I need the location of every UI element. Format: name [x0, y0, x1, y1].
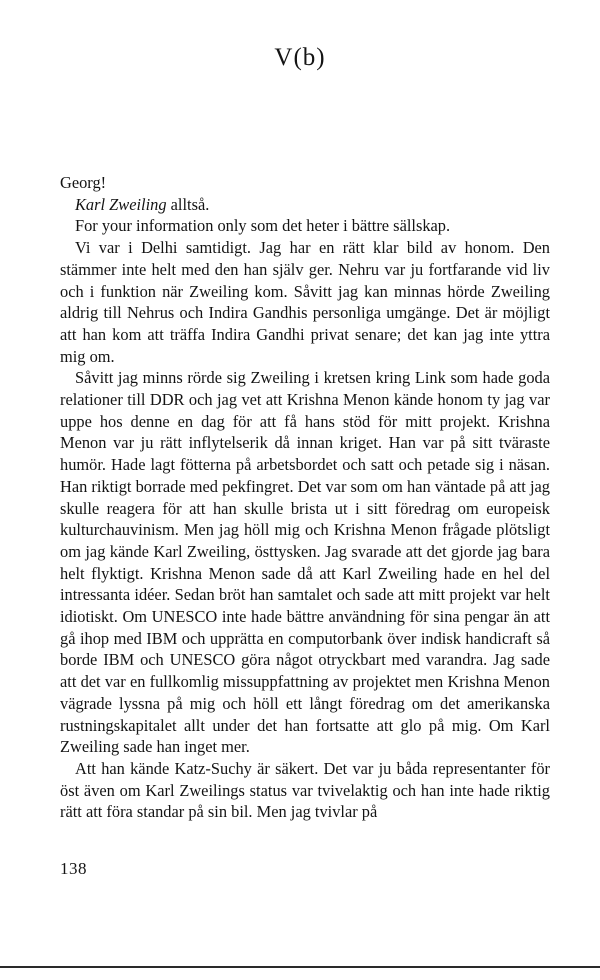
letter-paragraph: [60, 194, 550, 216]
letter-paragraph: Vi var i Delhi samtidigt. Jag har en rätt klar bild av honom. Den stämmer inte helt med den han själv ger. Nehru var ju fortfarande vid liv och i funktion när Zweiling kom. Såvitt jag kan minnas hörde Zweiling aldrig till Nehrus och Indira Gandhis personliga umgänge. Det är möjligt att han kom att träffa Indira Gandhi privat senare; det kan jag inte yttra mig om.: [60, 238, 550, 366]
letter-salutation: Georg!: [60, 173, 107, 192]
italic-name: Karl Zweiling: [75, 194, 167, 214]
letter-paragraph: For your information only som det heter i bättre sällskap.: [75, 216, 451, 236]
letter-body: [60, 172, 550, 823]
name-suffix: alltså.: [166, 194, 210, 214]
page-number: 138: [60, 859, 87, 878]
letter-paragraph: Att han kände Katz-Suchy är säkert. Det var ju båda representanter för öst även om Karl Zweilings status var tvivelaktig och han inte hade riktig rätt att föra standar på sin bil. Men jag tvivlar på: [60, 758, 550, 822]
letter-paragraph: Såvitt jag minns rörde sig Zweiling i kretsen kring Link som hade goda relationer till DDR och jag vet att Krishna Menon kände honom ty jag var uppe hos denne en dag för att få hans stöd för mitt projekt. Krishna Menon var ju rätt inflytelserik då innan kriget. Han var på sitt tväraste humör. Hade lagt fötterna på arbetsbordet och satt och petade sig i näsan. Han riktigt borrade med pekfingret. Det var som om han väntade på att jag skulle reagera för att han skulle brista ut i sitt föredrag om europeisk kulturchauvinism. Men jag höll mig och Krishna Menon frågade plötsligt om jag kände Karl Zweiling, östtysken. Jag svarade att det gjorde jag bara helt flyktigt. Krishna Menon sade då att Karl Zweiling hade en hel del intressanta idéer. Sedan bröt han samtalet och sade att mitt projekt var helt idiotiskt. Om UNESCO inte hade bättre användning för sina pengar än att gå ihop med IBM och upprätta en computorbank över indisk handicraft så borde IBM och UNESCO göra något otryckbart med varandra. Jag sade att det var en fullkomlig missuppfattning av projektet men Krishna Menon vägrade lyssna på mig och höll ett långt föredrag om det amerikanska rustningskapitalet allt under det han fortsatte att glo på mig. Om Karl Zweiling sade han inget mer.: [60, 368, 550, 757]
chapter-heading: V(b): [274, 44, 326, 71]
bottom-divider: [0, 966, 600, 968]
